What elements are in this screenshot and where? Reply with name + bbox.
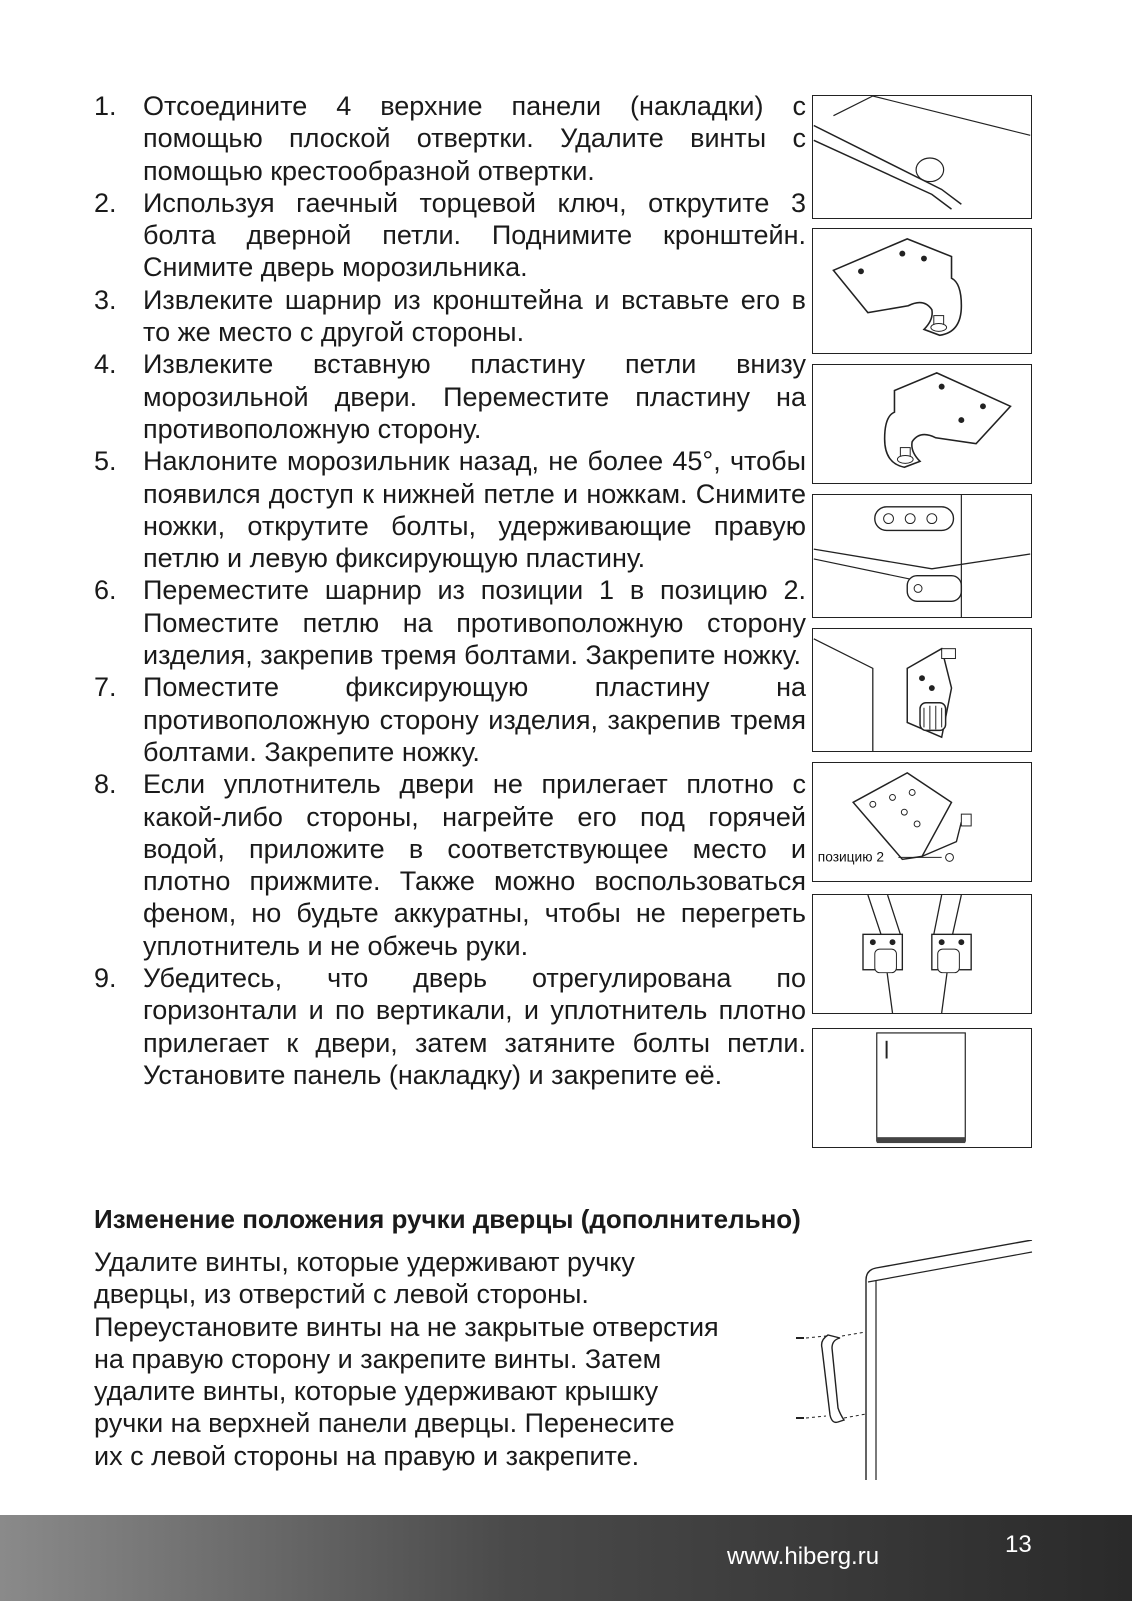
step-text: Извлеките вставную пластину петли внизу морозильной двери. Переместите пластину на противоположную сторону. [143,349,806,444]
step-9 [94,962,806,1091]
step-4 [94,348,806,445]
step-text: Убедитесь, что дверь отрегулирована по горизонтали и по вертикали, и уплотнитель плотно прилегает к двери, затем затяните болты петли. Установите панель (накладку) и закрепите её. [143,963,806,1090]
step-2 [94,187,806,284]
step-number: 2. [94,187,117,218]
two-hinges-illustration [813,895,1031,1013]
step-number: 3. [94,284,117,315]
step-text: Отсоедините 4 верхние панели (накладки) с помощью плоской отвертки. Удалите винты с помощью крестообразной отвертки. [143,91,806,186]
section-paragraph [94,1246,814,1472]
freezer-front-illustration [813,1029,1031,1147]
figure-two-hinges [812,894,1032,1014]
step-text: Извлеките шарнир из кронштейна и вставьте его в то же место с другой стороны. [143,284,806,348]
step-number: 4. [94,349,117,380]
step-3 [94,284,806,349]
screwdriver-illustration [813,96,1031,218]
paragraph-line: на правую сторону и закрепите винты. Затем [94,1343,662,1374]
figure-hinge-bracket-mirrored [812,364,1032,484]
footer-bar [0,1515,1132,1601]
position-label: позицию 2 [817,849,885,865]
hinge-bracket-illustration [813,229,1031,353]
figure-hinge-plate-position [812,762,1032,882]
figure-hinge-foot [812,628,1032,752]
paragraph-line: их с левой стороны на правую и закрепите. [94,1440,640,1471]
section-title: Изменение положения ручки дверцы (дополнительно) [94,1204,801,1234]
step-8 [94,768,806,962]
step-7 [94,671,806,768]
step-number: 1. [94,91,117,121]
instruction-steps [94,90,806,1091]
website-link[interactable]: www.hiberg.ru [727,1543,880,1570]
step-5 [94,445,806,574]
paragraph-line: Переустановите винты на не закрытые отверстия [94,1311,719,1342]
figure-screwdriver [812,95,1032,219]
hinge-foot-illustration [813,629,1031,751]
bottom-hinge-illustration [813,495,1031,617]
step-1 [94,90,806,187]
step-number: 7. [94,672,117,703]
step-6 [94,574,806,671]
figure-door-handle [796,1240,1036,1480]
door-handle-illustration [796,1240,1036,1480]
step-number: 9. [94,963,117,994]
step-text: Если уплотнитель двери не прилегает плотно с какой-либо стороны, нагрейте его под горячей водой, приложите в соответствующее место и плотно прижмите. Также можно воспользоваться феном, но будьте аккуратны, чтобы не перегреть уплотнитель и не обжечь руки. [143,769,806,961]
step-text: Поместите фиксирующую пластину на противоположную сторону изделия, закрепив тремя болтами. Закрепите ножку. [143,672,806,767]
step-text: Наклоните морозильник назад, не более 45°, чтобы появился доступ к нижней петле и ножкам. Снимите ножки, открутите болты, удерживающие правую петлю и левую фиксирующую пластину. [143,446,806,574]
figure-hinge-bracket [812,228,1032,354]
step-number: 6. [94,575,117,606]
paragraph-line: Удалите винты, которые удерживают ручку [94,1247,635,1277]
hinge-bracket-mirrored-illustration [813,365,1031,483]
figure-freezer-front [812,1028,1032,1148]
step-text: Переместите шарнир из позиции 1 в позицию 2. Поместите петлю на противоположную сторону изделия, закрепив тремя болтами. Закрепите ножку. [143,575,806,671]
page-number: 13 [1005,1531,1032,1558]
step-text: Используя гаечный торцевой ключ, открутите 3 болта дверной петли. Поднимите кронштейн. Снимите дверь морозильника. [143,187,806,283]
figure-bottom-hinge [812,494,1032,618]
paragraph-line: удалите винты, которые удерживают крышку [94,1376,659,1407]
step-number: 5. [94,446,117,477]
paragraph-line: ручки на верхней панели дверцы. Перенесите [94,1408,675,1439]
hinge-plate-illustration [813,763,1031,881]
paragraph-line: дверцы, из отверстий с левой стороны. [94,1279,589,1310]
step-number: 8. [94,769,117,800]
